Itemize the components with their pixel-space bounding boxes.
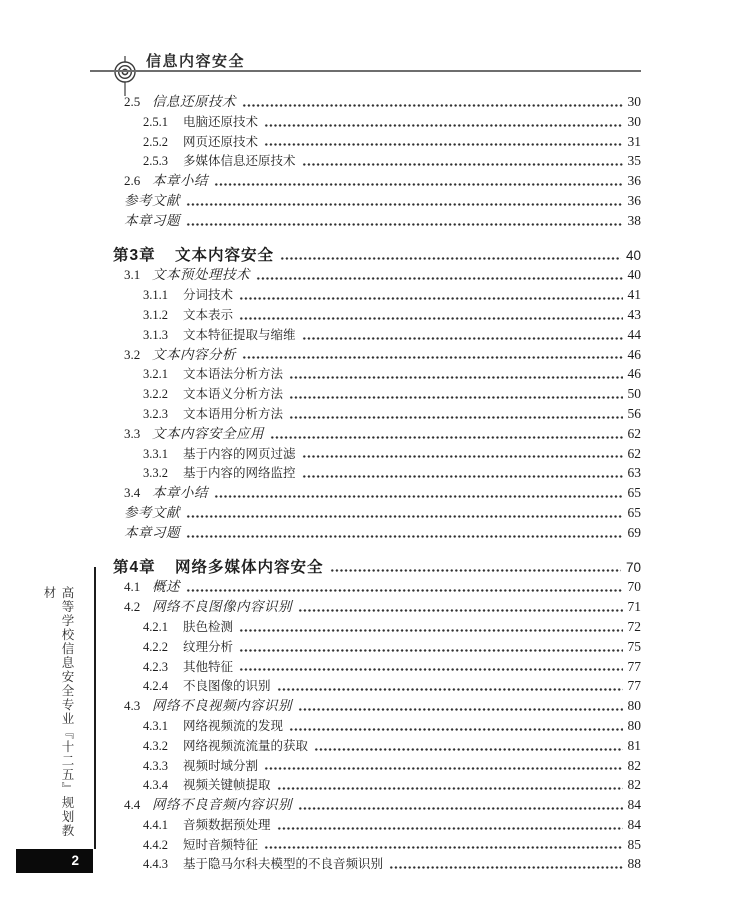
dot-leader <box>298 696 623 716</box>
toc-entry-title: 网络视频流的发现 <box>183 718 284 733</box>
toc-entry-title: 纹理分析 <box>183 639 234 654</box>
toc-entry-title: 短时音频特征 <box>183 837 259 852</box>
toc-entry-page: 40 <box>627 267 641 283</box>
dot-leader <box>239 305 622 325</box>
toc-entry-title: 文本语法分析方法 <box>183 367 284 382</box>
toc-entry-page: 43 <box>627 306 641 322</box>
toc-entry-page: 85 <box>627 836 641 852</box>
dot-leader <box>277 815 623 835</box>
toc-entry <box>113 676 641 696</box>
toc-entry-number: 3.3 <box>124 425 141 441</box>
toc-entry <box>113 444 641 464</box>
toc-entry <box>113 364 641 384</box>
dot-leader <box>298 795 623 815</box>
toc-entry <box>113 265 641 285</box>
dot-leader <box>314 736 622 756</box>
toc-entry-number: 3.3.2 <box>143 466 168 481</box>
toc-entry-page: 80 <box>627 698 641 714</box>
toc-entry-number: 4.3.4 <box>143 778 168 793</box>
toc-entry-title: 视频时域分割 <box>183 758 259 773</box>
toc-entry-number: 3.1.1 <box>143 288 168 303</box>
toc-entry-title: 视频关键帧提取 <box>183 778 271 793</box>
toc-entry-page: 35 <box>627 153 641 169</box>
toc-entry-title: 参考文献 <box>124 192 180 208</box>
dot-leader <box>330 558 621 578</box>
toc-entry <box>113 835 641 855</box>
toc-entry-page: 50 <box>627 386 641 402</box>
toc-entry-page: 82 <box>627 777 641 793</box>
toc-entry-number: 3.2 <box>124 346 141 362</box>
toc-entry-number: 4.1 <box>124 579 141 595</box>
dot-leader <box>264 835 622 855</box>
toc-entry-page: 63 <box>627 465 641 481</box>
toc-entry-number: 4.2 <box>124 599 141 615</box>
dot-leader <box>302 444 623 464</box>
toc-entry <box>113 191 641 211</box>
toc-entry-title: 网络不良视频内容识别 <box>152 698 292 714</box>
dot-leader <box>214 483 623 503</box>
toc-entry <box>113 657 641 677</box>
toc-entry-page: 72 <box>627 618 641 634</box>
toc-entry <box>113 404 641 424</box>
toc-entry-title: 肤色检测 <box>183 619 234 634</box>
sidebar-rule <box>94 567 96 849</box>
toc-entry-title: 多媒体信息还原技术 <box>183 154 296 169</box>
dot-leader <box>239 617 622 637</box>
dot-leader <box>239 637 622 657</box>
toc-entry-page: 69 <box>627 524 641 540</box>
toc-entry-page: 46 <box>627 366 641 382</box>
toc-entry <box>113 637 641 657</box>
toc-entry-title: 网络多媒体内容安全 <box>175 558 324 576</box>
toc-entry-title: 文本语用分析方法 <box>183 406 284 421</box>
toc-entry-page: 77 <box>627 678 641 694</box>
toc-entry-number: 3.1.2 <box>143 307 168 322</box>
toc-entry <box>113 384 641 404</box>
toc-entry-title: 信息还原技术 <box>152 94 236 109</box>
toc-entry-number: 3.3.1 <box>143 446 168 461</box>
dot-leader <box>264 756 622 776</box>
running-head-book-title: 信息内容安全 <box>146 53 246 70</box>
toc-entry-title: 概述 <box>152 579 180 595</box>
dot-leader <box>277 676 623 696</box>
toc-entry-page: 88 <box>627 856 641 872</box>
toc-entry <box>113 597 641 617</box>
toc-entry <box>113 211 641 231</box>
toc-entry <box>113 503 641 523</box>
toc-entry-number: 4.4.2 <box>143 837 168 852</box>
toc-entry-number: 3.4 <box>124 485 141 501</box>
toc-entry-title: 网页还原技术 <box>183 134 259 149</box>
toc-entry-title: 分词技术 <box>183 288 234 303</box>
dot-leader <box>389 854 622 874</box>
toc-entry-title: 文本表示 <box>183 307 234 322</box>
dot-leader <box>256 265 623 285</box>
toc-entry <box>113 696 641 716</box>
page-number-tab: 2 <box>16 849 93 873</box>
dot-leader <box>270 424 623 444</box>
dot-leader <box>289 404 622 424</box>
toc-entry <box>113 756 641 776</box>
dot-leader <box>264 112 622 132</box>
dot-leader <box>302 151 623 171</box>
toc-entry-page: 41 <box>627 287 641 303</box>
toc-entry <box>113 577 641 597</box>
toc-entry-page: 30 <box>627 113 641 129</box>
toc-entry-number: 第3章 <box>113 246 156 264</box>
toc-entry-title: 文本预处理技术 <box>152 267 250 283</box>
toc-entry <box>113 112 641 132</box>
toc-entry-title: 本章小结 <box>152 173 208 189</box>
toc-entry-page: 84 <box>627 797 641 813</box>
dot-leader <box>186 577 623 597</box>
toc-entry <box>113 246 641 266</box>
toc-entry-number: 第4章 <box>113 558 156 576</box>
toc-entry <box>113 736 641 756</box>
dot-leader <box>186 211 623 231</box>
dot-leader <box>239 657 622 677</box>
dot-leader <box>277 775 623 795</box>
toc-entry-page: 71 <box>627 599 641 615</box>
toc-entry-number: 4.4.3 <box>143 857 168 872</box>
toc-entry <box>113 558 641 578</box>
toc-entry-number: 3.1.3 <box>143 327 168 342</box>
toc-entry-number: 3.1 <box>124 267 141 283</box>
toc-entry <box>113 716 641 736</box>
toc-entry-page: 62 <box>627 445 641 461</box>
toc-entry-number: 2.6 <box>124 173 141 189</box>
toc-entry <box>113 795 641 815</box>
toc-entry-title: 本章习题 <box>124 212 180 228</box>
toc-entry <box>113 151 641 171</box>
toc-entry-number: 4.2.4 <box>143 679 168 694</box>
toc-entry-page: 44 <box>627 326 641 342</box>
toc-entry-number: 4.3.2 <box>143 738 168 753</box>
toc-entry <box>113 483 641 503</box>
toc-entry-page: 40 <box>625 247 641 263</box>
dot-leader <box>289 364 622 384</box>
dot-leader <box>264 132 622 152</box>
toc-entry-title: 音频数据预处理 <box>183 817 271 832</box>
toc-entry-title: 基于内容的网络监控 <box>183 466 296 481</box>
toc-entry-number: 2.5.2 <box>143 134 168 149</box>
sidebar-series-title: 高等学校信息安全专业『十二五』规划教材 <box>42 586 74 838</box>
dot-leader <box>302 463 623 483</box>
toc-entry-number: 4.4.1 <box>143 817 168 832</box>
toc-entry-page: 70 <box>625 559 641 575</box>
toc-entry-number: 4.2.1 <box>143 619 168 634</box>
toc-entry-number: 3.2.3 <box>143 406 168 421</box>
toc-entry <box>113 617 641 637</box>
toc-entry-page: 46 <box>627 346 641 362</box>
toc-entry <box>113 92 641 112</box>
dot-leader <box>280 246 621 266</box>
toc-entry <box>113 285 641 305</box>
toc-entry-number: 2.5.3 <box>143 154 168 169</box>
toc-entry-title: 参考文献 <box>124 504 180 520</box>
toc-entry-title: 文本特征提取与缩维 <box>183 327 296 342</box>
dot-leader <box>186 191 623 211</box>
dot-leader <box>186 503 623 523</box>
toc-entry-title: 其他特征 <box>183 659 234 674</box>
toc-entry-title: 基于隐马尔科夫模型的不良音频识别 <box>183 857 384 872</box>
toc-entry-number: 4.4 <box>124 797 141 813</box>
toc-entry-page: 36 <box>627 173 641 189</box>
toc-entry-title: 本章小结 <box>152 485 208 501</box>
dot-leader <box>239 285 622 305</box>
dot-leader <box>214 171 623 191</box>
toc-entry-page: 31 <box>627 133 641 149</box>
toc-entry-number: 4.3.1 <box>143 718 168 733</box>
toc-entry <box>113 171 641 191</box>
toc-entry-page: 56 <box>627 405 641 421</box>
toc-entry-page: 62 <box>627 425 641 441</box>
toc-entry <box>113 775 641 795</box>
toc-entry-page: 81 <box>627 737 641 753</box>
toc-entry-number: 4.2.3 <box>143 659 168 674</box>
toc-entry <box>113 523 641 543</box>
dot-leader <box>289 384 622 404</box>
dot-leader <box>302 325 623 345</box>
toc-entry-page: 82 <box>627 757 641 773</box>
toc-entry-page: 84 <box>627 816 641 832</box>
toc-entry-number: 2.5.1 <box>143 114 168 129</box>
dot-leader <box>242 92 623 112</box>
toc-entry-page: 70 <box>627 579 641 595</box>
toc-entry-title: 网络视频流流量的获取 <box>183 738 309 753</box>
toc-entry <box>113 345 641 365</box>
toc-entry-page: 80 <box>627 717 641 733</box>
toc-entry <box>113 305 641 325</box>
toc-list <box>113 92 641 874</box>
toc-entry-number: 4.2.2 <box>143 639 168 654</box>
dot-leader <box>289 716 622 736</box>
toc-entry-title: 文本内容分析 <box>152 346 236 362</box>
toc-entry-title: 本章习题 <box>124 524 180 540</box>
toc-entry-title: 文本内容安全 <box>175 246 275 264</box>
toc-entry-page: 77 <box>627 658 641 674</box>
toc-entry-title: 电脑还原技术 <box>183 114 259 129</box>
toc-entry-number: 3.2.2 <box>143 387 168 402</box>
toc-entry-page: 30 <box>627 94 641 109</box>
dot-leader <box>298 597 623 617</box>
toc-entry-page: 65 <box>627 504 641 520</box>
toc-entry <box>113 854 641 874</box>
toc-entry <box>113 815 641 835</box>
toc-entry <box>113 325 641 345</box>
toc-entry <box>113 132 641 152</box>
toc-entry-title: 文本内容安全应用 <box>152 425 264 441</box>
toc-entry-title: 不良图像的识别 <box>183 679 271 694</box>
dot-leader <box>242 345 623 365</box>
toc-entry-page: 65 <box>627 485 641 501</box>
toc-entry-title: 网络不良图像内容识别 <box>152 599 292 615</box>
toc-entry-title: 基于内容的网页过滤 <box>183 446 296 461</box>
toc-entry-page: 36 <box>627 192 641 208</box>
toc-entry-page: 38 <box>627 212 641 228</box>
toc-entry-title: 网络不良音频内容识别 <box>152 797 292 813</box>
toc-entry-number: 4.3.3 <box>143 758 168 773</box>
toc-entry-title: 文本语义分析方法 <box>183 387 284 402</box>
toc-entry <box>113 424 641 444</box>
dot-leader <box>186 523 623 543</box>
toc-entry-number: 3.2.1 <box>143 367 168 382</box>
toc-entry-page: 75 <box>627 638 641 654</box>
toc-entry-number: 4.3 <box>124 698 141 714</box>
toc-entry <box>113 463 641 483</box>
toc-entry-number: 2.5 <box>124 94 141 109</box>
